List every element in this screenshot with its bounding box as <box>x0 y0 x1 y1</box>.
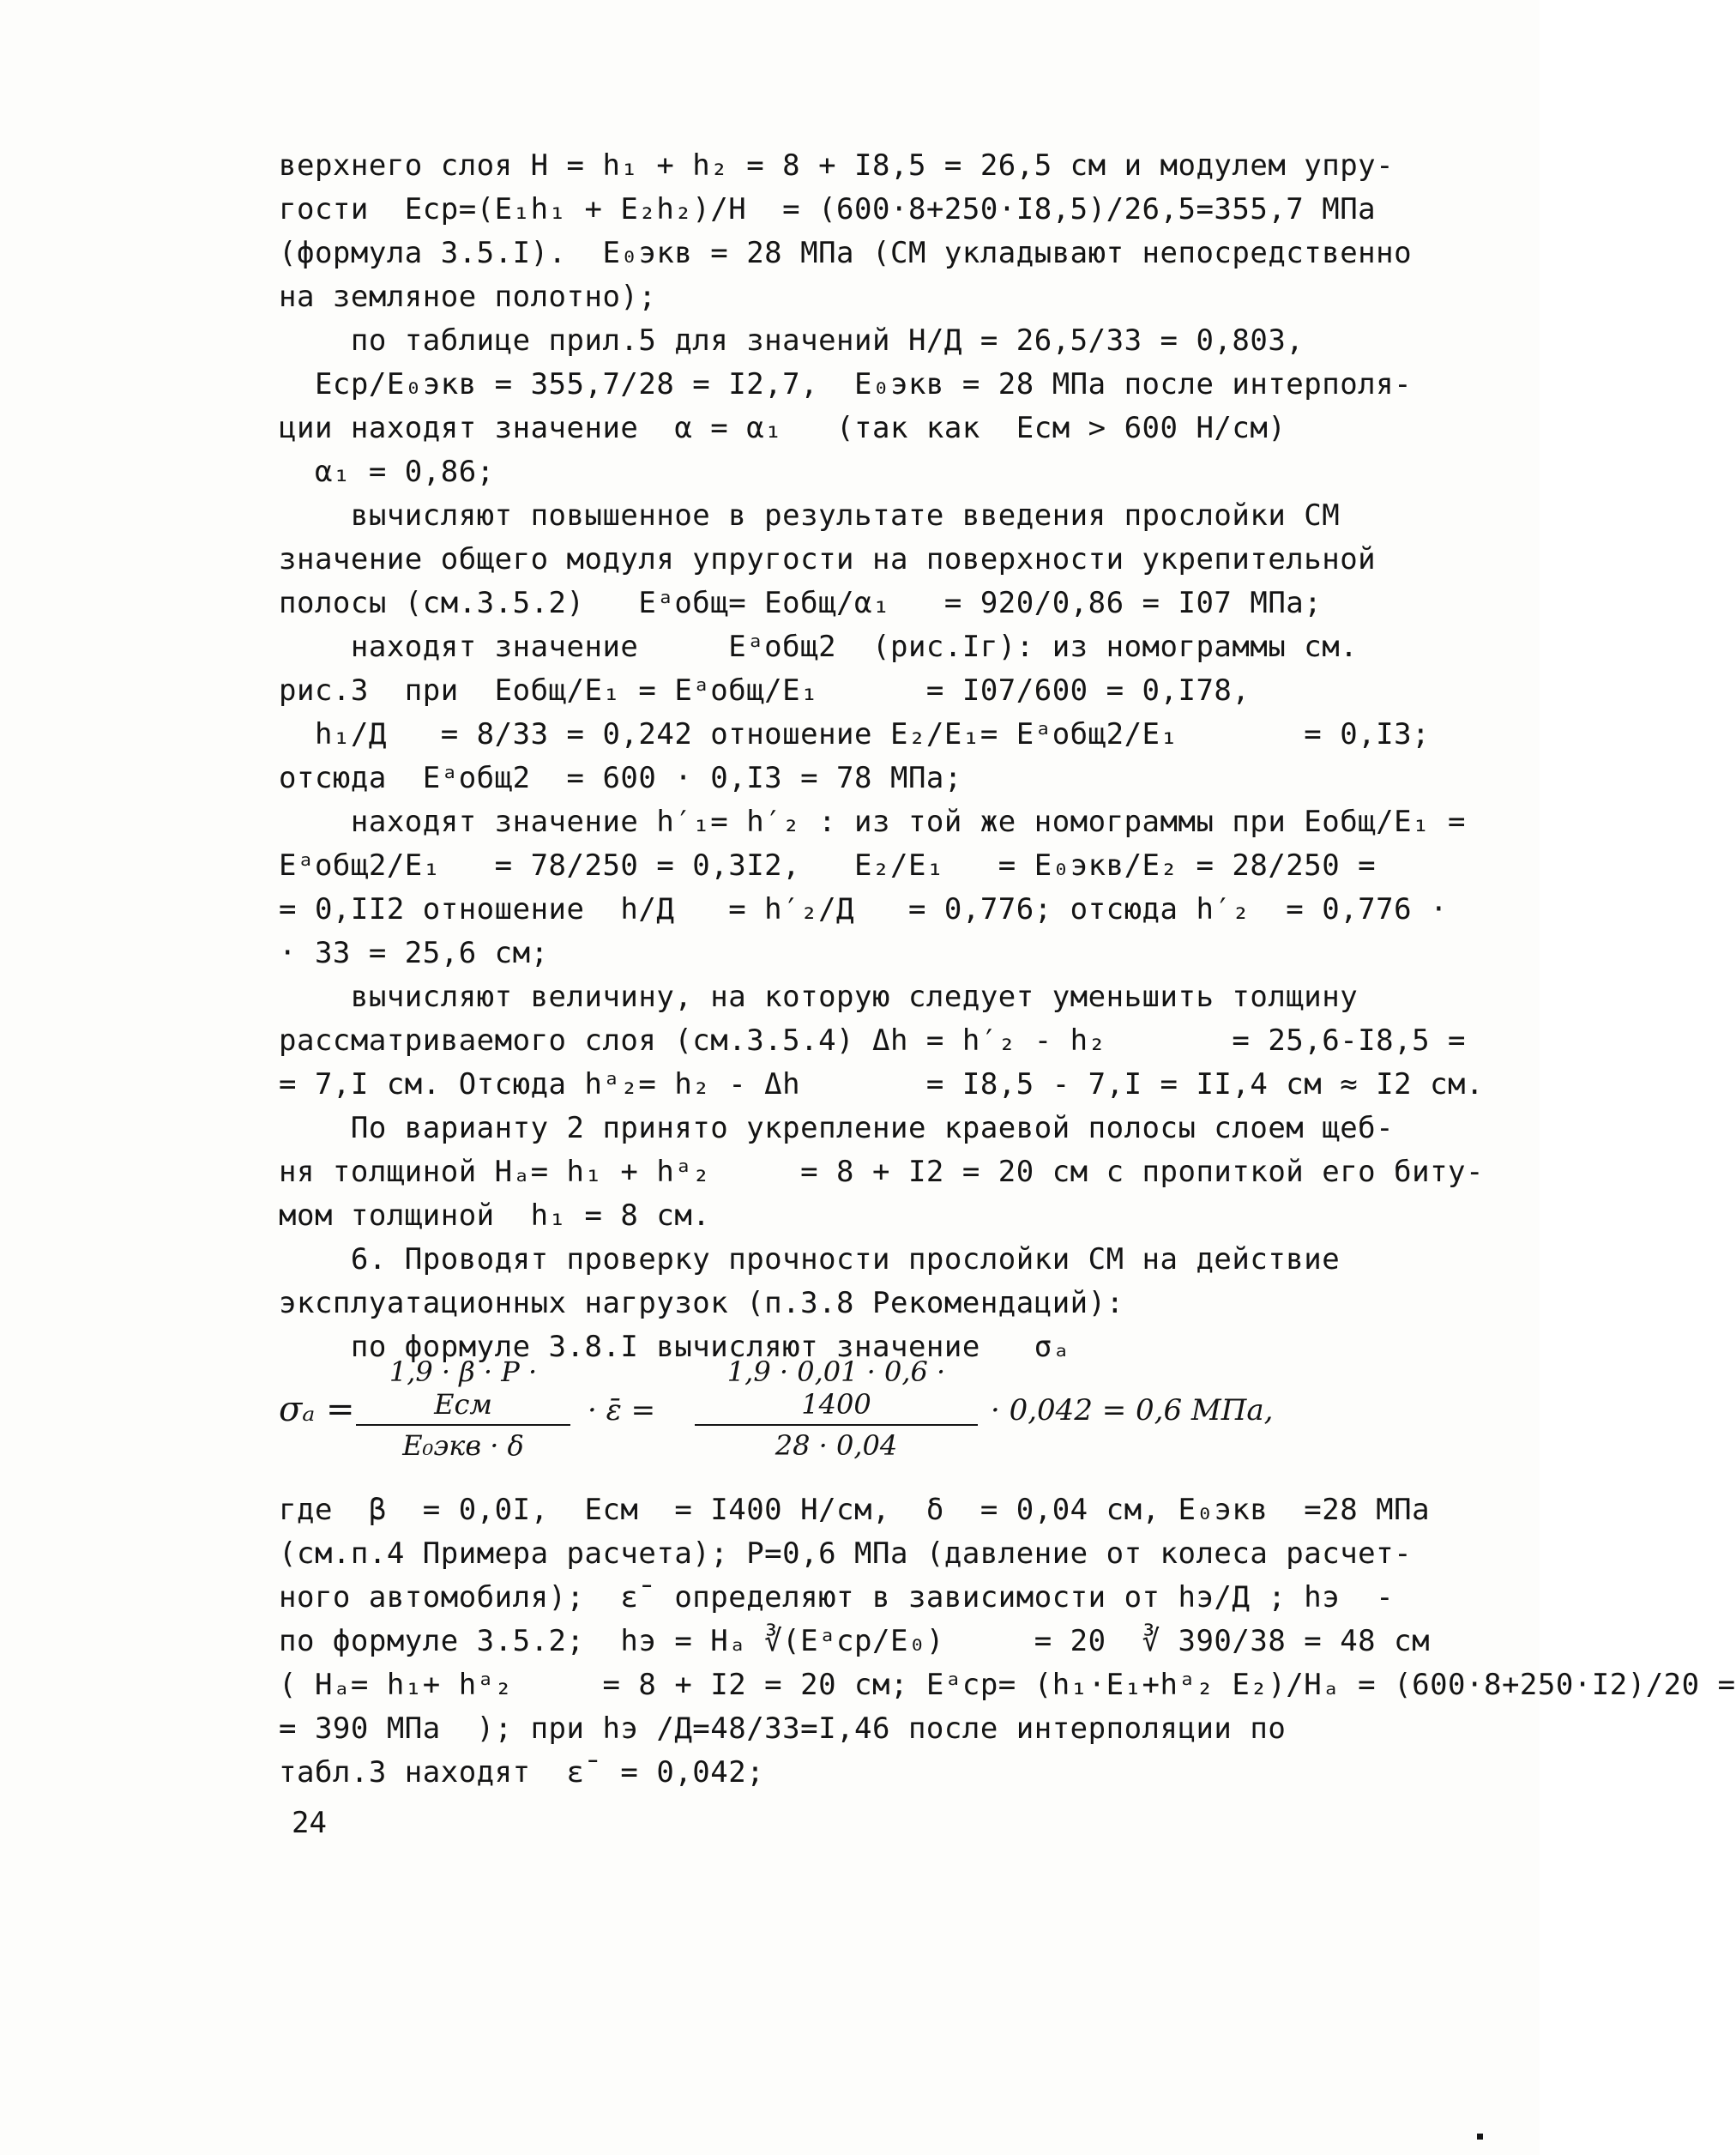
text-line: находят значение Eᵃобщ2 (рис.Iг): из номограммы см. <box>279 630 1359 664</box>
fraction-denominator: 28 · 0,04 <box>775 1429 898 1462</box>
text-line: ции находят значение α = α₁ (так как Eсм > 600 Н/см) <box>279 411 1287 445</box>
text-line: ного автомобиля); ε̄ определяют в зависимости от hэ/Д ; hэ - <box>279 1580 1395 1615</box>
text-line: табл.3 находят ε̄ = 0,042; <box>279 1755 765 1790</box>
body-text-bottom <box>279 1488 1736 1795</box>
fraction-numerator: 1,9 · β · P · Eсм <box>356 1355 570 1426</box>
text-line: верхнего слоя Н = h₁ + h₂ = 8 + I8,5 = 26,5 см и модулем упру- <box>279 148 1395 183</box>
text-line: находят значение h′₁= h′₂ : из той же номограммы при Eобщ/E₁ = <box>279 805 1467 839</box>
text-line: = 7,I см. Отсюда hᵃ₂= h₂ - Δh = I8,5 - 7,I = II,4 см ≈ I2 см. <box>279 1067 1484 1102</box>
fraction-denominator: E₀экв · δ <box>402 1429 524 1462</box>
text-line: рассматриваемого слоя (см.3.5.4) Δh = h′₂ - h₂ = 25,6-I8,5 = <box>279 1023 1467 1058</box>
text-line: на земляное полотно); <box>279 280 657 314</box>
formula-fraction-symbolic <box>356 1355 570 1462</box>
text-line: по формуле 3.5.2; hэ = Hₐ ∛(Eᵃср/E₀) = 20 ∛ 390/38 = 48 см <box>279 1624 1431 1658</box>
text-line: Eᵃобщ2/E₁ = 78/250 = 0,3I2, E₂/E₁ = E₀экв/E₂ = 28/250 = <box>279 848 1377 883</box>
text-line: ня толщиной Hₐ= h₁ + hᵃ₂ = 8 + I2 = 20 см с пропиткой его биту- <box>279 1155 1484 1189</box>
text-line: = 0,II2 отношение h/Д = h′₂/Д = 0,776; отсюда h′₂ = 0,776 · <box>279 892 1449 927</box>
text-line: по таблице прил.5 для значений Н/Д = 26,5/33 = 0,803, <box>279 323 1305 358</box>
text-line: Eср/E₀экв = 355,7/28 = I2,7, E₀экв = 28 МПа после интерполя- <box>279 367 1413 401</box>
formula-middle: · ε̄ = <box>588 1393 656 1428</box>
text-line: = 390 МПа ); при hэ /Д=48/33=I,46 после интерполяции по <box>279 1711 1287 1746</box>
stress-formula <box>279 1355 1411 1467</box>
formula-fraction-numeric <box>695 1355 978 1462</box>
text-line: · 33 = 25,6 см; <box>279 936 549 970</box>
text-line: По варианту 2 принято укрепление краевой полосы слоем щеб- <box>279 1111 1395 1145</box>
text-line: (формула 3.5.I). E₀экв = 28 МПа (СМ укладывают непосредственно <box>279 236 1413 270</box>
page-number: 24 <box>292 1806 327 1840</box>
fraction-numerator: 1,9 · 0,01 · 0,6 · 1400 <box>695 1355 978 1426</box>
text-line: мом толщиной h₁ = 8 см. <box>279 1198 711 1233</box>
text-line: где β = 0,0I, Eсм = I400 Н/см, δ = 0,04 см, E₀экв =28 МПа <box>279 1493 1431 1527</box>
body-text-top <box>279 144 1484 1369</box>
formula-lhs: σₐ = <box>279 1390 355 1429</box>
text-line: ( Hₐ= h₁+ hᵃ₂ = 8 + I2 = 20 см; Eᵃср= (h₁·E₁+hᵃ₂ E₂)/Hₐ = (600·8+250·I2)/20 = <box>279 1668 1736 1702</box>
text-line: вычисляют величину, на которую следует уменьшить толщину <box>279 980 1359 1014</box>
text-line: α₁ = 0,86; <box>279 455 495 489</box>
text-line: гости Eср=(E₁h₁ + E₂h₂)/H = (600·8+250·I8,5)/26,5=355,7 МПа <box>279 192 1377 226</box>
text-line: эксплуатационных нагрузок (п.3.8 Рекомендаций): <box>279 1286 1124 1320</box>
text-line: по формуле 3.8.I вычисляют значение σₐ <box>279 1330 1070 1364</box>
text-line: (см.п.4 Примера расчета); Р=0,6 МПа (давление от колеса расчет- <box>279 1536 1413 1571</box>
text-line: h₁/Д = 8/33 = 0,242 отношение E₂/E₁= Eᵃобщ2/E₁ = 0,I3; <box>279 717 1431 752</box>
text-line: полосы (см.3.5.2) Eᵃобщ= Eобщ/α₁ = 920/0,86 = I07 МПа; <box>279 586 1323 620</box>
text-line: рис.3 при Eобщ/E₁ = Eᵃобщ/E₁ = I07/600 = 0,I78, <box>279 673 1251 708</box>
text-line: 6. Проводят проверку прочности прослойки СМ на действие <box>279 1242 1341 1277</box>
text-line: вычисляют повышенное в результате введения прослойки СМ <box>279 498 1341 533</box>
text-line: значение общего модуля упругости на поверхности укрепительной <box>279 542 1377 576</box>
formula-result: · 0,042 = 0,6 МПа, <box>991 1393 1274 1428</box>
text-line: отсюда Eᵃобщ2 = 600 · 0,I3 = 78 МПа; <box>279 761 962 795</box>
scan-speck <box>1477 2134 1483 2140</box>
